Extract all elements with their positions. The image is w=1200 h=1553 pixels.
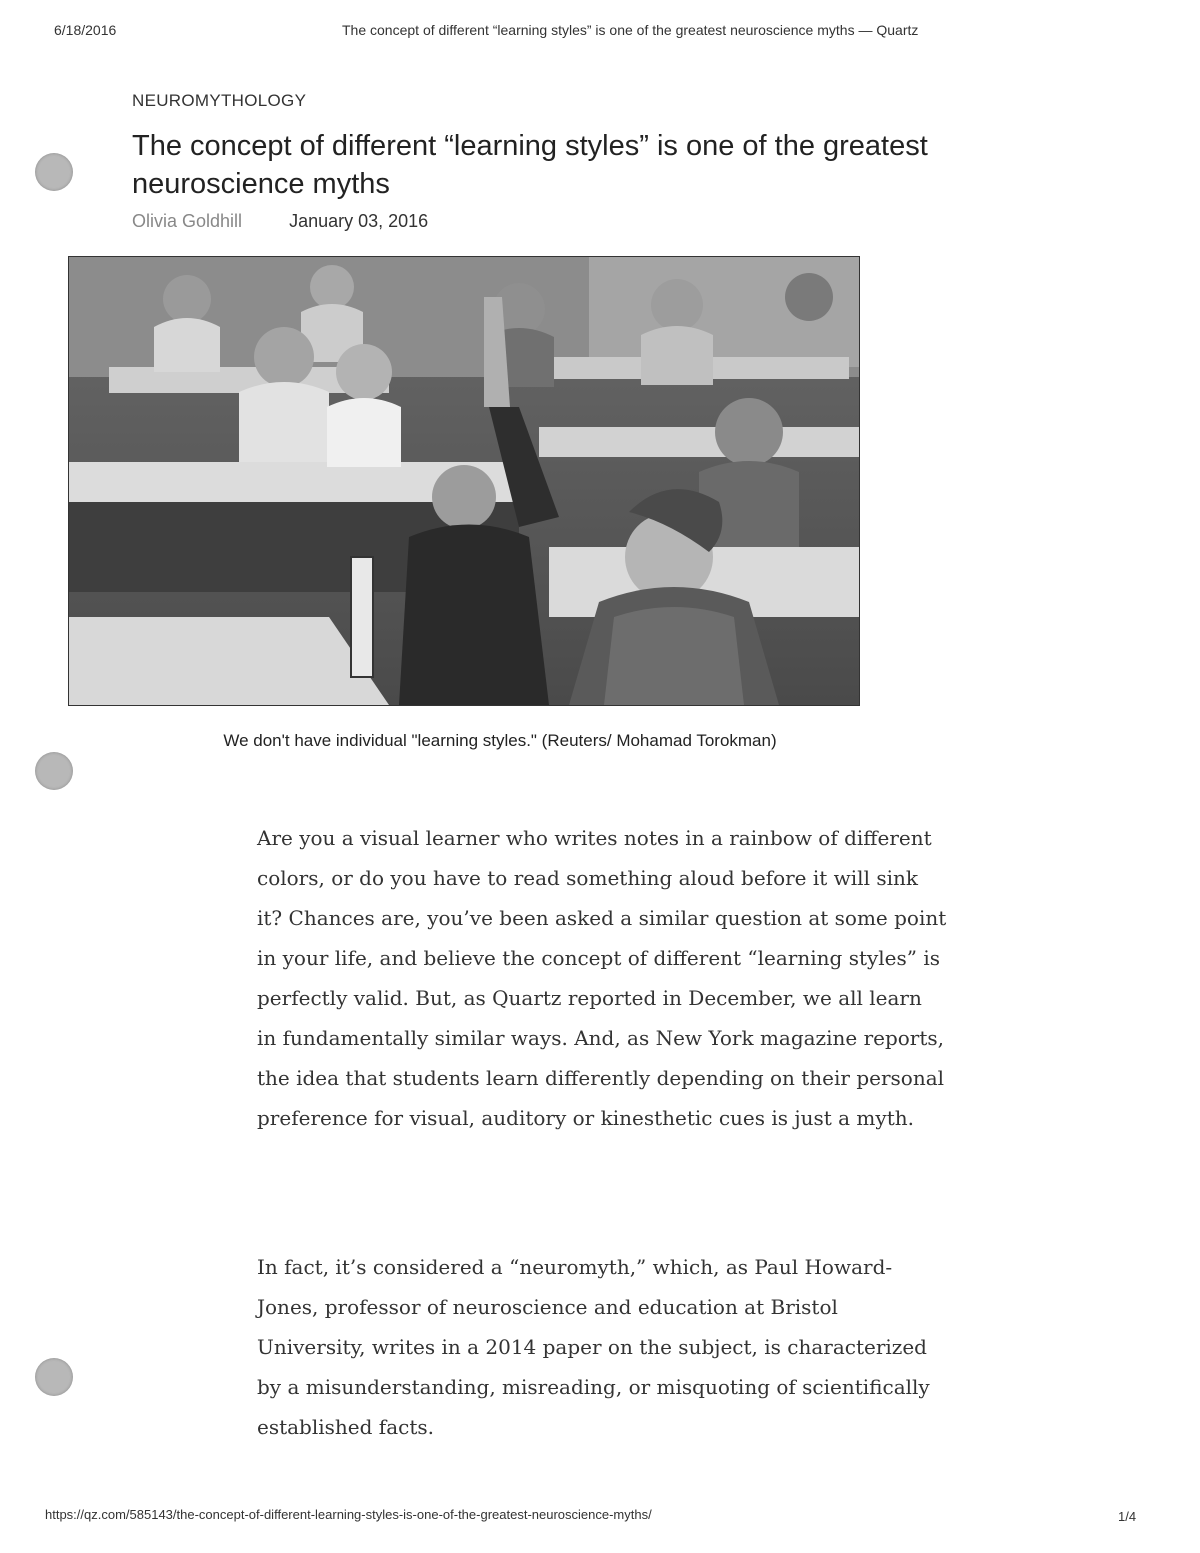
publish-date: January 03, 2016 — [289, 211, 429, 231]
print-url: https://qz.com/585143/the-concept-of-different-learning-styles-is-one-of-the-greatest-neuroscience-myths/ — [45, 1507, 652, 1522]
punch-hole — [35, 752, 73, 790]
print-page-number: 1/4 — [1118, 1509, 1137, 1524]
article-photo — [68, 256, 860, 706]
article-headline: The concept of different “learning styles” is one of the greatest neuroscience myths — [132, 130, 928, 200]
punch-hole — [35, 153, 73, 191]
author-name[interactable]: Olivia Goldhill — [132, 211, 243, 231]
punch-hole — [35, 1358, 73, 1396]
classroom-photo-illustration — [69, 257, 859, 705]
article-paragraph: In fact, it’s considered a “neuromyth,” which, as Paul Howard-Jones, professor of neuroscience and education at Bristol University, writes in a 2014 paper on the subject, is characterized by a misunderstanding, misreading, or misquoting of scientifically established facts. — [257, 1255, 930, 1439]
article-paragraph: Are you a visual learner who writes notes in a rainbow of different colors, or do you have to read something aloud before it will sink it? Chances are, you’ve been asked a similar question at some point in your life, and believe the concept of different “learning styles” is perfectly valid. But, as Quartz reported in December, we all learn in fundamentally similar ways. And, as New York magazine reports, the idea that students learn differently depending on their personal preference for visual, auditory or kinesthetic cues is just a myth. — [257, 826, 947, 1130]
print-page-title: The concept of different “learning styles” is one of the greatest neuroscience myths — Quartz — [342, 22, 919, 38]
print-date: 6/18/2016 — [54, 22, 117, 38]
article-kicker[interactable]: NEUROMYTHOLOGY — [132, 91, 307, 110]
photo-caption: We don't have individual "learning styles." (Reuters/ Mohamad Torokman) — [223, 731, 777, 750]
byline — [132, 211, 428, 232]
